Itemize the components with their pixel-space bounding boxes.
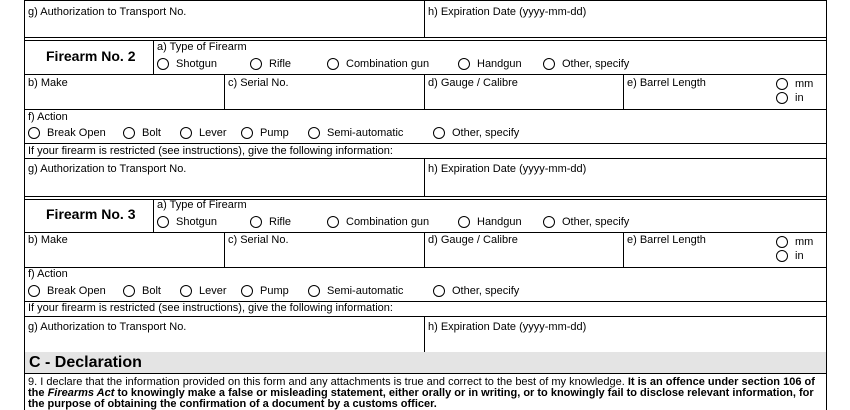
firearm-2-make-field[interactable] xyxy=(25,90,223,108)
firearm-2-title: Firearm No. 2 xyxy=(46,48,136,64)
firearm-3-barrel-label: e) Barrel Length xyxy=(627,234,706,246)
firearm-3-type-rifle[interactable]: Rifle xyxy=(250,216,291,228)
radio-icon xyxy=(308,285,320,297)
radio-icon xyxy=(241,127,253,139)
firearm-2-type-combination-gun[interactable]: Combination gun xyxy=(327,58,429,70)
declaration-text: 9. I declare that the information provided on this form and any attachments is true and correct to the best of my knowledge. It is an offence under section 106 of the Firearms Act to knowingly make a false or misleading statement, either orally or in writing, or to knowingly fail to disclose relevant information, for the purpose of obtaining the confirmation of a document by a customs officer. xyxy=(28,376,815,410)
firearm-3-action-label: f) Action xyxy=(28,268,68,280)
firearm-2-gauge-field[interactable] xyxy=(425,90,622,108)
radio-icon xyxy=(250,216,262,228)
radio-icon xyxy=(433,285,445,297)
firearm-2-serial-field[interactable] xyxy=(225,90,423,108)
radio-icon xyxy=(157,216,169,228)
radio-icon xyxy=(250,58,262,70)
radio-icon xyxy=(180,127,192,139)
firearm-3-action-bolt[interactable]: Bolt xyxy=(123,285,161,297)
firearm-2-action-label: f) Action xyxy=(28,111,68,123)
firearm-2-barrel-label: e) Barrel Length xyxy=(627,77,706,89)
radio-icon xyxy=(28,285,40,297)
firearm-3-unit-in[interactable]: in xyxy=(776,250,804,262)
firearm-2-restricted-note: If your firearm is restricted (see instructions), give the following information: xyxy=(28,145,393,157)
firearm-2-auth-field[interactable] xyxy=(25,176,423,195)
firearm-2-action-semi-automatic[interactable]: Semi-automatic xyxy=(308,127,403,139)
radio-icon xyxy=(776,250,788,262)
firearm-3-action-other[interactable]: Other, specify xyxy=(433,285,519,297)
firearm-2-action-bolt[interactable]: Bolt xyxy=(123,127,161,139)
firearm-3-auth-label: g) Authorization to Transport No. xyxy=(28,321,187,333)
firearm-3-unit-mm[interactable]: mm xyxy=(776,236,813,248)
firearm-3-restricted-note: If your firearm is restricted (see instructions), give the following information: xyxy=(28,302,393,314)
firearm-2-barrel-field[interactable] xyxy=(624,90,764,108)
firearm-2-unit-mm[interactable]: mm xyxy=(776,78,813,90)
expiration-date-field-1[interactable] xyxy=(425,18,825,36)
firearm-3-type-combination-gun[interactable]: Combination gun xyxy=(327,216,429,228)
radio-icon xyxy=(433,127,445,139)
firearm-3-gauge-field[interactable] xyxy=(425,248,622,266)
firearm-2-type-other[interactable]: Other, specify xyxy=(543,58,629,70)
firearm-3-type-label: a) Type of Firearm xyxy=(157,199,247,211)
radio-icon xyxy=(180,285,192,297)
firearm-2-type-handgun[interactable]: Handgun xyxy=(458,58,522,70)
radio-icon xyxy=(458,58,470,70)
firearm-2-make-label: b) Make xyxy=(28,77,68,89)
firearm-3-action-pump[interactable]: Pump xyxy=(241,285,289,297)
firearm-3-type-shotgun[interactable]: Shotgun xyxy=(157,216,217,228)
radio-icon xyxy=(776,236,788,248)
radio-icon xyxy=(157,58,169,70)
radio-icon xyxy=(543,58,555,70)
firearm-3-auth-field[interactable] xyxy=(25,334,423,352)
firearm-2-auth-label: g) Authorization to Transport No. xyxy=(28,163,187,175)
radio-icon xyxy=(327,216,339,228)
firearm-3-title: Firearm No. 3 xyxy=(46,206,136,222)
declaration-heading: C - Declaration xyxy=(25,352,826,373)
firearm-3-action-lever[interactable]: Lever xyxy=(180,285,227,297)
firearm-2-gauge-label: d) Gauge / Calibre xyxy=(428,77,518,89)
radio-icon xyxy=(241,285,253,297)
firearm-3-make-label: b) Make xyxy=(28,234,68,246)
radio-icon xyxy=(543,216,555,228)
firearm-2-exp-label: h) Expiration Date (yyyy-mm-dd) xyxy=(428,163,587,175)
firearm-2-type-shotgun[interactable]: Shotgun xyxy=(157,58,217,70)
firearm-3-type-other[interactable]: Other, specify xyxy=(543,216,629,228)
firearm-3-barrel-field[interactable] xyxy=(624,248,764,266)
firearm-2-type-rifle[interactable]: Rifle xyxy=(250,58,291,70)
firearm-2-action-other[interactable]: Other, specify xyxy=(433,127,519,139)
radio-icon xyxy=(308,127,320,139)
firearm-2-action-break-open[interactable]: Break Open xyxy=(28,127,106,139)
firearm-3-action-break-open[interactable]: Break Open xyxy=(28,285,106,297)
radio-icon xyxy=(776,78,788,90)
firearm-3-type-handgun[interactable]: Handgun xyxy=(458,216,522,228)
radio-icon xyxy=(28,127,40,139)
firearm-3-serial-field[interactable] xyxy=(225,248,423,266)
firearm-3-exp-label: h) Expiration Date (yyyy-mm-dd) xyxy=(428,321,587,333)
firearm-2-unit-in[interactable]: in xyxy=(776,92,804,104)
firearm-2-exp-field[interactable] xyxy=(425,176,825,195)
radio-icon xyxy=(327,58,339,70)
firearm-2-serial-label: c) Serial No. xyxy=(228,77,289,89)
firearm-2-action-pump[interactable]: Pump xyxy=(241,127,289,139)
radio-icon xyxy=(458,216,470,228)
firearm-3-make-field[interactable] xyxy=(25,248,223,266)
firearm-3-action-semi-automatic[interactable]: Semi-automatic xyxy=(308,285,403,297)
firearm-3-gauge-label: d) Gauge / Calibre xyxy=(428,234,518,246)
expiration-date-label-1: h) Expiration Date (yyyy-mm-dd) xyxy=(428,6,587,18)
radio-icon xyxy=(123,127,135,139)
firearm-2-type-label: a) Type of Firearm xyxy=(157,41,247,53)
firearm-3-serial-label: c) Serial No. xyxy=(228,234,289,246)
firearm-2-action-lever[interactable]: Lever xyxy=(180,127,227,139)
radio-icon xyxy=(776,92,788,104)
firearm-3-exp-field[interactable] xyxy=(425,334,825,352)
auth-transport-field-1[interactable] xyxy=(25,18,423,36)
radio-icon xyxy=(123,285,135,297)
auth-transport-label-1: g) Authorization to Transport No. xyxy=(28,6,187,18)
